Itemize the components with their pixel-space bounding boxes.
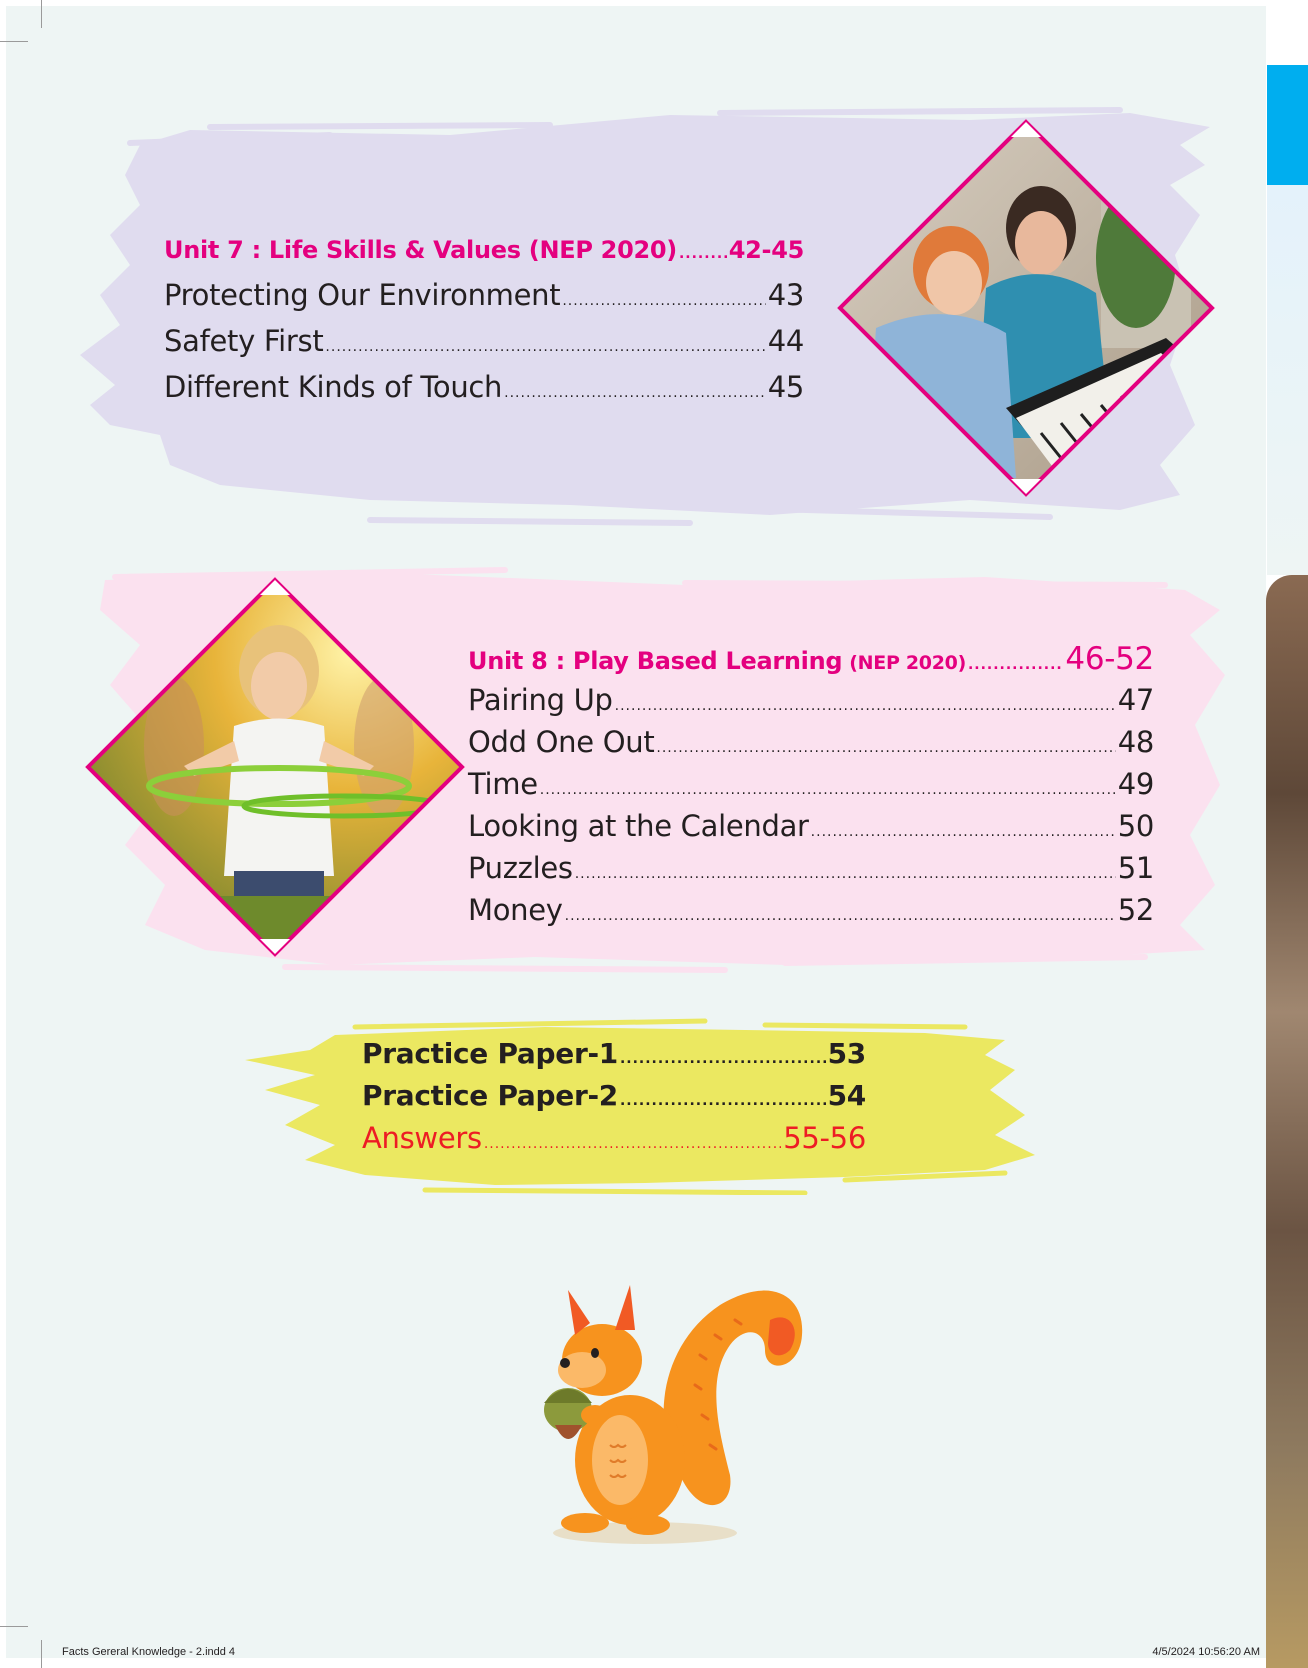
toc-entry[interactable] <box>468 767 1154 809</box>
dot-leader <box>504 385 766 401</box>
dot-leader <box>575 866 1116 882</box>
toc-entry-page: 53 <box>827 1037 866 1070</box>
unit8-heading-pages: 46-52 <box>1065 641 1154 677</box>
toc-entry-title: Puzzles <box>468 851 573 885</box>
toc-entry[interactable] <box>468 893 1154 935</box>
toc-entry-title: Answers <box>362 1121 482 1155</box>
dot-leader <box>620 1051 826 1067</box>
footer-timestamp: 4/5/2024 10:56:20 AM <box>1152 1646 1260 1658</box>
unit7-heading[interactable] <box>164 236 804 278</box>
toc-entry-page: 47 <box>1117 683 1154 717</box>
crop-mark <box>0 1626 28 1627</box>
toc-entry-title: Practice Paper-1 <box>362 1037 618 1070</box>
toc-entry[interactable] <box>468 809 1154 851</box>
toc-entry-page: 44 <box>767 324 804 358</box>
toc-entry-title: Practice Paper-2 <box>362 1079 618 1112</box>
practice-toc <box>362 1037 866 1163</box>
squirrel-mascot-icon <box>530 1275 810 1550</box>
toc-entry-title: Time <box>468 767 538 801</box>
toc-entry-title: Pairing Up <box>468 683 613 717</box>
piano-lesson-photo <box>836 118 1216 498</box>
unit7-toc <box>164 236 804 416</box>
adjacent-page-photo <box>1266 575 1308 1668</box>
toc-entry-title: Safety First <box>164 324 324 358</box>
unit8-toc <box>468 641 1154 935</box>
dot-leader <box>562 293 765 309</box>
dot-leader <box>811 824 1116 840</box>
crop-mark <box>41 0 42 28</box>
toc-entry[interactable] <box>468 683 1154 725</box>
toc-entry-title: Money <box>468 893 563 927</box>
toc-entry[interactable] <box>164 370 804 416</box>
unit8-heading-title: Unit 8 : Play Based Learning <box>468 647 843 675</box>
toc-entry-title: Looking at the Calendar <box>468 809 809 843</box>
crop-mark <box>41 1640 42 1668</box>
dot-leader <box>968 657 1063 673</box>
toc-entry[interactable] <box>468 851 1154 893</box>
crop-mark <box>0 41 28 42</box>
practice-paper-2-entry[interactable] <box>362 1079 866 1121</box>
dot-leader <box>484 1136 781 1152</box>
dot-leader <box>325 339 765 355</box>
toc-entry-page: 48 <box>1117 725 1154 759</box>
unit7-heading-pages: 42-45 <box>728 236 804 264</box>
toc-entry[interactable] <box>164 278 804 324</box>
answers-entry[interactable] <box>362 1121 866 1163</box>
toc-entry-page: 43 <box>767 278 804 312</box>
toc-entry-page: 52 <box>1117 893 1154 927</box>
unit8-heading-suffix: (NEP 2020) <box>849 652 966 674</box>
dot-leader <box>656 740 1115 756</box>
unit8-heading[interactable] <box>468 641 1154 683</box>
toc-entry-page: 51 <box>1117 851 1154 885</box>
toc-entry-title: Odd One Out <box>468 725 655 759</box>
toc-entry[interactable] <box>468 725 1154 767</box>
side-tab-marker <box>1267 65 1308 185</box>
toc-entry-page: 55-56 <box>783 1121 866 1155</box>
dot-leader <box>540 782 1116 798</box>
dot-leader <box>679 246 727 262</box>
toc-entry-page: 49 <box>1117 767 1154 801</box>
dot-leader <box>615 698 1116 714</box>
practice-paper-1-entry[interactable] <box>362 1037 866 1079</box>
dot-leader <box>565 908 1116 924</box>
dot-leader <box>620 1093 826 1109</box>
footer-file-name: Facts Gereral Knowledge - 2.indd 4 <box>62 1646 236 1658</box>
hula-hoop-girl-photo <box>84 576 466 958</box>
unit7-heading-title: Unit 7 : Life Skills & Values (NEP 2020) <box>164 236 677 264</box>
toc-entry-title: Protecting Our Environment <box>164 278 561 312</box>
toc-entry-page: 54 <box>827 1079 866 1112</box>
toc-entry-page: 45 <box>767 370 804 404</box>
toc-entry-page: 50 <box>1117 809 1154 843</box>
toc-entry[interactable] <box>164 324 804 370</box>
toc-entry-title: Different Kinds of Touch <box>164 370 503 404</box>
adjacent-page-gradient <box>1267 185 1308 575</box>
